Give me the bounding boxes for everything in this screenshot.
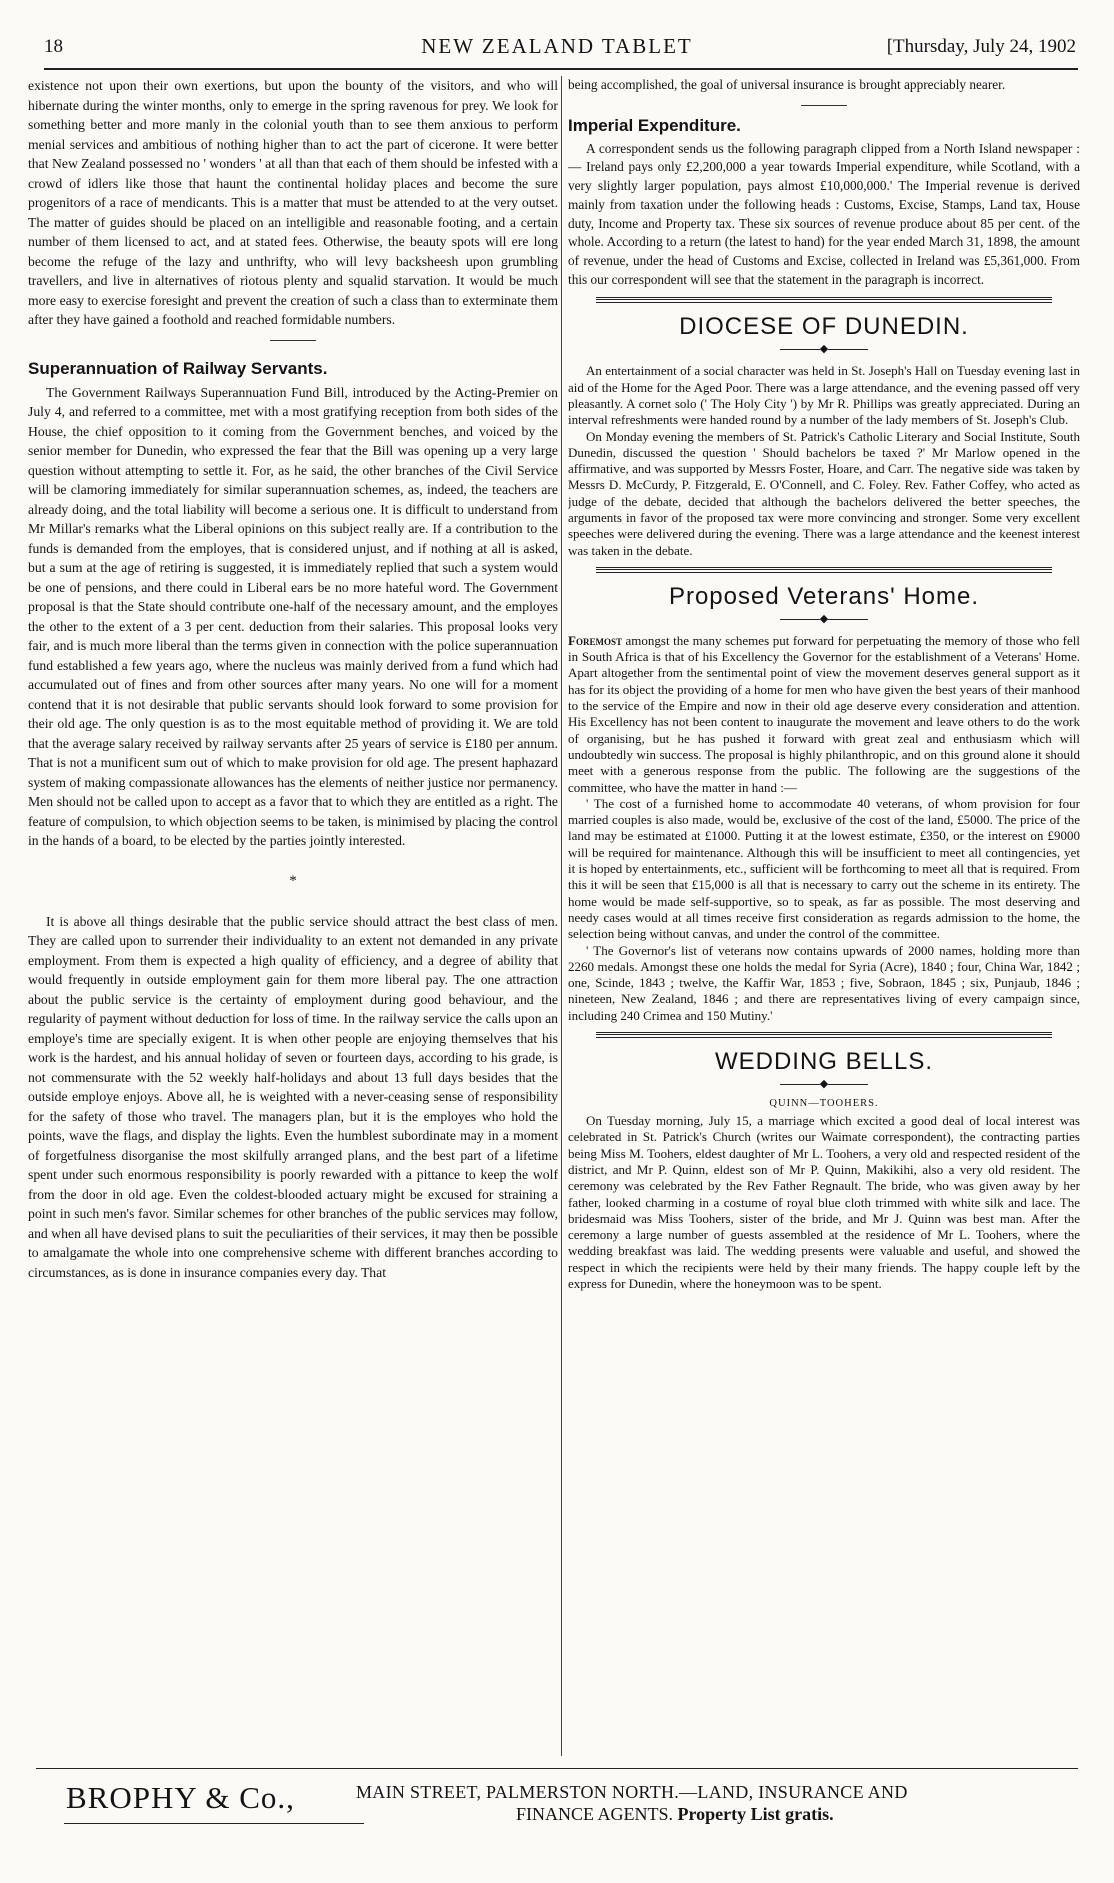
- ornament-rule: ◆: [568, 1078, 1080, 1090]
- section-divider: [801, 105, 847, 106]
- veterans-quote: ' The cost of a furnished home to accommodate 40 veterans, of whom provision for four married couples is also made, would be, exclusive of the cost of the land, £5000. The price of the land may be estimated at £1000. Putting it at the lowest estimate, £350, or the interest on £9000 will be required for maintenance. Although this will be insufficient to meet all contingencies, yet it is hoped by entertainments, etc., sufficient will be forthcoming to meet all that is required. From this it will be seen that £15,000 is all that is necessary to carry out the scheme in its entirety. The home would be made self-supportive, so to speak, as far as possible. The most deserving and needy cases would at all times receive first consideration as regards admission to the home, the selection being without canvas, and under the control of the committee.: [568, 795, 1080, 942]
- veterans-quote: ' The Governor's list of veterans now contains upwards of 2000 names, holding more than 2260 medals. Amongst these one holds the medal for Syria (Acre), 1840 ; four, China War, 1842 ; one, Scinde, 1843 ; twelve, the Kaffir War, 1853 ; five, Sobraon, 1845 ; six, Punjaub, 1846 ; nineteen, New Zealand, 1846 ; and there are representatives living of every campaign since, including 240 Crimea and 150 Mutiny.': [568, 942, 1080, 1023]
- masthead-title: NEW ZEALAND TABLET: [421, 34, 693, 58]
- page-header: [36, 28, 1078, 68]
- page-number: 18: [44, 36, 63, 57]
- section-divider: [270, 340, 316, 341]
- imperial-heading: Imperial Expenditure.: [568, 115, 741, 135]
- wedding-paragraph: On Tuesday morning, July 15, a marriage which excited a good deal of local interest was celebrated in St. Patrick's Church (writes our Waimate correspondent), the contracting parties being Miss M. Toohers, eldest daughter of Mr L. Toohers, a very old and respected resident of the district, and Mr P. Quinn, eldest son of Mr P. Quinn, Makikihi, also a very old resident. The ceremony was celebrated by the Rev Father Regnault. The bride, who was given away by her father, looked charming in a costume of royal blue cloth trimmed with white silk and lace. The bridesmaid was Miss Toohers, sister of the bride, and Mr J. Quinn was best man. After the ceremony a large number of guests assembled at the residence of Mr L. Toohers, where the wedding breakfast was laid. The wedding presents were valuable and useful, and showed the respect in which the recipients were held by their many friends. The happy couple left by the express for Dunedin, where the honeymoon was to be spent.: [568, 1113, 1080, 1291]
- double-rule: [596, 1032, 1052, 1038]
- footer-rule: [36, 1768, 1078, 1769]
- wedding-heading: WEDDING BELLS.: [714, 1048, 934, 1076]
- public-service-paragraph: It is above all things desirable that the public service should attract the best class of men. They are called upon to surrender their individuality to an extent not demanded in any private employment. From them is expected a high quality of efficiency, and a degree of ability that would frequently in outside employment gain for them more liberal pay. The one attraction about the public service is the certainty of employment during good behaviour, and the regularity of payment without deduction for loss of time. In the railway service the calls upon an employe's time are specially exigent. It is when other people are enjoying themselves that his work is the hardest, and his annual holiday of seven or fourteen days, according to his grade, is not commensurate with the 52 weekly half-holidays and about 13 full days besides that the outside employe enjoys. Above all, he is weighted with a never-ceasing sense of responsibility for the safety of those who travel. The managers plan, but it is the employes who hold the points, wave the flags, and display the lights. Even the humblest subordinate may in a moment of forgetfulness disorganise the most skilfully arranged plans, and the best part of a lifetime spent under such enormous responsibility is poorly rewarded with a pittance to keep the wolf from the door in old age. Even the coldest-blooded actuary might be excused for straining a point in such men's favor. Similar schemes for other branches of the public services may follow, and when all have devised plans to suit the peculiarities of their services, it may then be possible to amalgamate the whole into one comprehensive scheme with different branches according to circumstances, as is done in insurance companies every day. That: [28, 913, 558, 1280]
- continuation-paragraph: being accomplished, the goal of universal insurance is brought appreciably nearer.: [568, 77, 1006, 92]
- ornament-rule: ◆: [568, 343, 1080, 355]
- advertiser-underline: [64, 1823, 364, 1824]
- advertiser-name: BROPHY & Co.,: [66, 1780, 295, 1815]
- veterans-paragraph: [568, 633, 1080, 796]
- imperial-paragraph: A correspondent sends us the following paragraph clipped from a North Island newspaper :— Ireland pays only £2,200,000 a year towards Imperial expenditure, while Scotland, with a very slightly larger population, pays almost £10,000,000.' The Imperial revenue is derived mainly from taxation under the following heads : Customs, Excise, Stamps, Land tax, House duty, Income and Property tax. These six sources of revenue produce about 85 per cent. of the whole. According to a return (the latest to hand) for the year ended March 31, 1898, the amount of revenue, under the head of Customs and Excise, collected in Ireland was £5,361,000. From this our correspondent will see that the statement in the paragraph is incorrect.: [568, 140, 1080, 287]
- double-rule: [596, 297, 1052, 303]
- header-rule: [44, 68, 1078, 70]
- ornament-rule: ◆: [568, 613, 1080, 625]
- advertiser-address: MAIN STREET, PALMERSTON NORTH.—LAND, INSURANCE AND: [356, 1782, 908, 1802]
- right-column: [568, 76, 1080, 1766]
- veterans-heading: Proposed Veterans' Home.: [668, 582, 980, 610]
- veterans-lead-word: Foremost: [568, 632, 622, 648]
- issue-date: [Thursday, July 24, 1902: [886, 36, 1076, 57]
- advertiser-offer: Property List gratis.: [677, 1804, 834, 1824]
- diocese-paragraph: An entertainment of a social character was held in St. Joseph's Hall on Tuesday evening last in aid of the Home for the Aged Poor. There was a large attendance, and the evening passed off very pleasantly. A cornet solo (' The Holy City ') by Mr R. Phillips was greatly appreciated. During an interval refreshments were handed round by a number of the lady members of St. Joseph's Club.: [568, 363, 1080, 428]
- diocese-heading: DIOCESE OF DUNEDIN.: [679, 313, 969, 341]
- diocese-paragraph: On Monday evening the members of St. Patrick's Catholic Literary and Social Institute, South Dunedin, discussed the question ' Should bachelors be taxed ?' Mr Marlow opened in the affirmative, and was supported by Messrs Foster, Hoare, and Carr. The negative side was taken by Messrs D. McCurdy, P. Fitzgerald, E. O'Connell, and C. Foley. Rev. Father Coffey, who acted as judge of the debate, decided that although the bachelors delivered the better speeches, the arguments in favor of the proposed tax were more convincing and stronger. Some very excellent speeches were delivered during the evening. There was a large attendance and the keenest interest was taken in the debate.: [568, 428, 1080, 558]
- veterans-paragraph-text: amongst the many schemes put forward for perpetuating the memory of those who fell in South Africa is that of his Excellency the Governor for the establishment of a Veterans' Home. Apart altogether from the sentimental point of view the movement deserves general support as it has for its object the providing of a home for men who have given the best years of their manhood to the service of the Empire and now in their old age deserve every consideration and attention. His Excellency has not been content to inaugurate the movement and leave others to do the work of organising, but he has pushed it forward with great zeal and enthusiasm which will undoubtedly win success. The proposal is highly philanthropic, and on this ground alone it should meet with a generous response from the public. The following are the suggestions of the committee, who have the matter in hand :—: [568, 632, 1080, 795]
- superannuation-paragraph: The Government Railways Superannuation Fund Bill, introduced by the Acting-Premier on July 4, and referred to a committee, met with a most gratifying reception from both sides of the House, the chief opposition to it coming from the Government benches, and voiced by the senior member for Dunedin, who expressed the fear that the Bill was opening up a very large question without attempting to settle it. For, as he said, the other branches of the Civil Service will be clamoring immediately for similar superannuation schemes, as, indeed, the teachers are already doing, and the total liability will become a serious one. It is difficult to understand from Mr Millar's remarks what the Liberal opinions on this subject really are. If a contribution to the funds is demanded from the employes, that is considered unjust, and if nothing at all is asked, but a sum at the age of retiring is suggested, it is immediately replied that such a system would be one of pensions, and there could in Liberal ears be no more hateful word. The Government proposal is that the State should contribute one-half of the necessary amount, and the employes the other to the extent of a 3 per cent. deduction from their salaries. This proposal looks very fair, and is much more liberal than the terms given in connection with the police superannuation fund established a few years ago, where the nucleus was mainly derived from a fund which had accumulated out of fines and from other sources after many years. No one will for a moment contend that it is not desirable that public servants should look forward to some provision for their old age. The only question is as to the most equitable method of providing it. We are told that the average salary received by railway servants after 25 years of service is £180 per annum. That is not a munificent sum out of which to make provision for old age. The present haphazard system of making compassionate allowances has the elements of neither justice nor permanency. Men should not be called upon to accept as a favor that to which they are entitled as a right. The feature of compulsion, to which objection seems to be taken, is minimised by placing the control in the hands of a board, to be elected by the parties jointly interested.: [28, 384, 558, 848]
- wedding-subheading: QUINN—TOOHERS.: [769, 1098, 879, 1110]
- double-rule: [596, 567, 1052, 573]
- left-column: [28, 76, 558, 1736]
- intro-paragraph: existence not upon their own exertions, but upon the bounty of the visitors, and who will hibernate during the winter months, only to emerge in the spring ravenous for prey. We look for something better and more manly in the colonial youth than to see them anxious to perform menial services and ambitious of nothing higher than to act the part of cicerone. It were better that New Zealand possessed no ' wonders ' at all than that each of them should be infested with a crowd of idlers like those that haunt the continental holiday places and become the sure progenitors of a race of mendicants. This is a matter that must be attended to at the very outset. The matter of guides should be placed on an intelligible and reasonable footing, and a certain number of them licensed to act, and at stated fees. Otherwise, the beauty spots will ere long become the refuge of the lazy and unthrifty, who will levy backsheesh upon grumbling travellers, and live in alternatives of riotous plenty and squalid starvation. It would be much more easy to exercise foresight and prevent the creation of such a class than to exterminate them after they have gained a foothold and reached formidable numbers.: [28, 78, 558, 327]
- advertiser-services-text: FINANCE AGENTS.: [516, 1804, 674, 1824]
- advertiser-services: [516, 1804, 834, 1825]
- column-divider: [561, 76, 562, 1756]
- star-separator: *: [289, 872, 297, 889]
- superannuation-heading: Superannuation of Railway Servants.: [28, 358, 328, 378]
- advertisement-footer: [36, 1768, 1078, 1848]
